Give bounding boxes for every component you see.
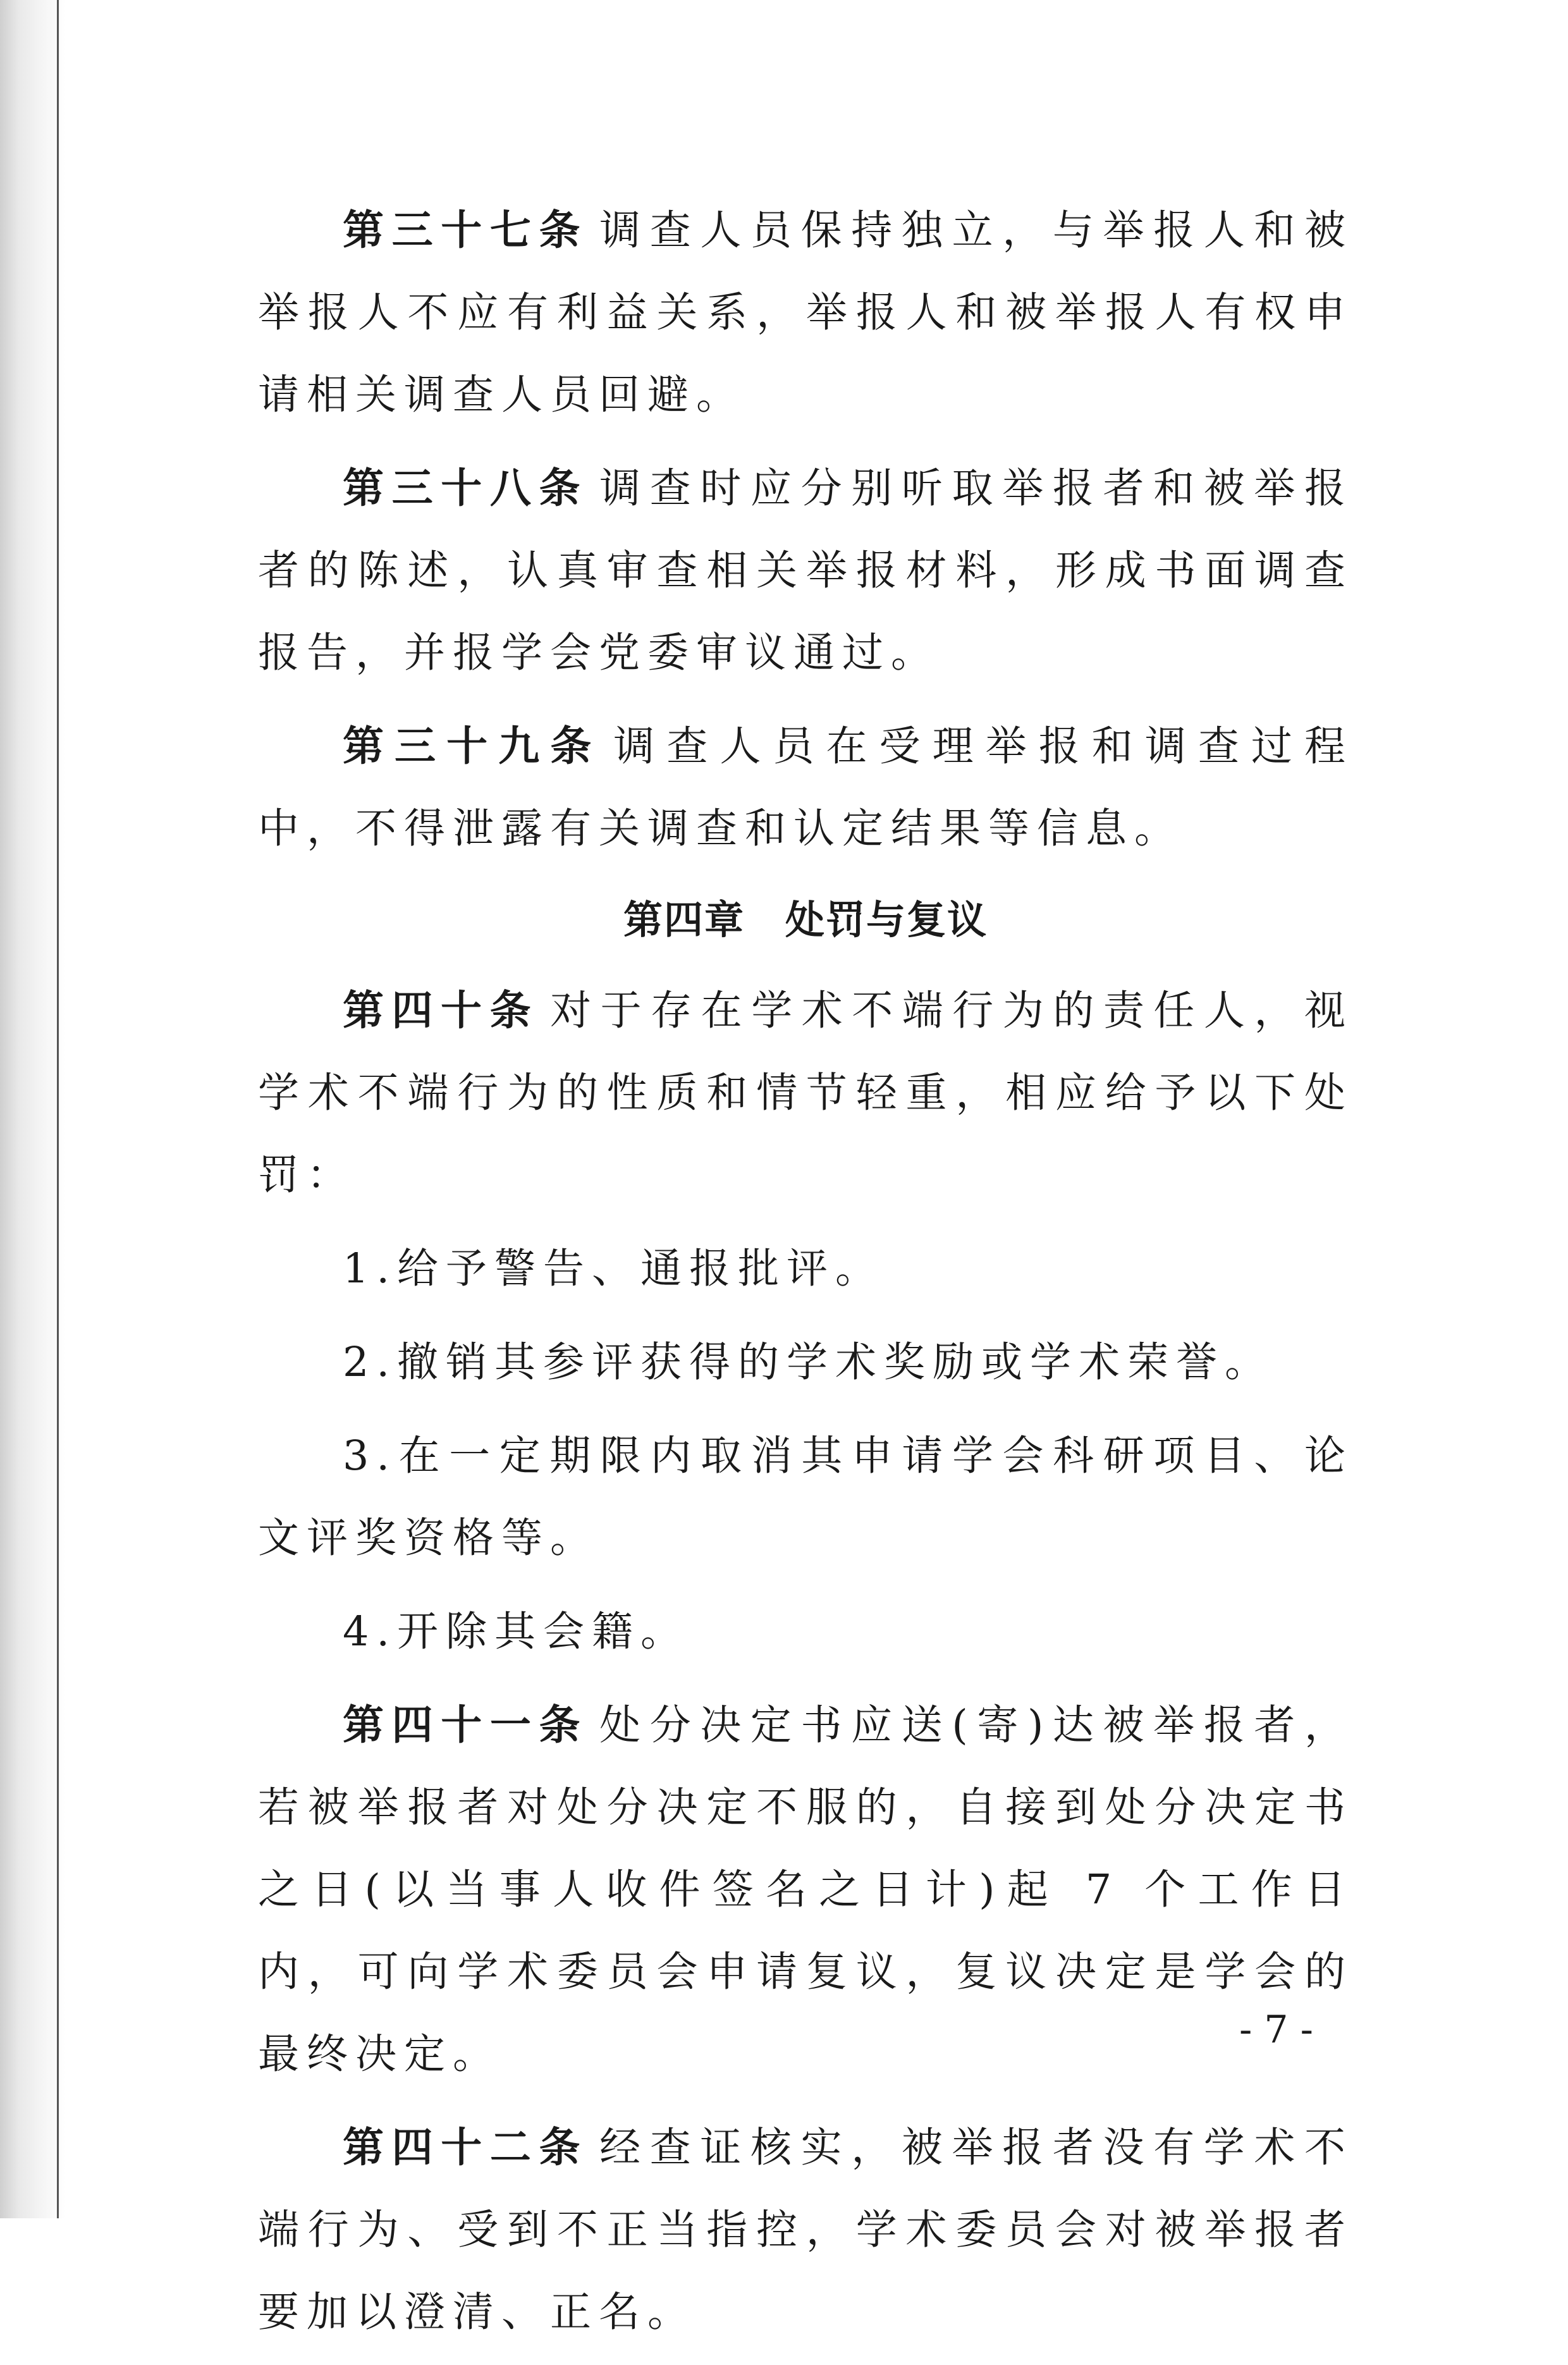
article-text: 处分决定书应送(寄)达被举报者，若被举报者对处分决定不服的，自接到处分决定书之日(以当事人收件签名之日计)起 7 个工作日内，可向学术委员会申请复议，复议决定是学会的最终决定。	[258, 1702, 1353, 2078]
article-41	[258, 1685, 1353, 2096]
article-heading: 第四十一条	[343, 1702, 589, 1749]
article-text: 调查人员在受理举报和调查过程中，不得泄露有关调查和认定结果等信息。	[258, 723, 1353, 852]
list-item: 1.给予警告、通报批评。	[343, 1245, 885, 1293]
list-item: 3.在一定期限内取消其申请学会科研项目、论文评奖资格等。	[258, 1432, 1353, 1562]
article-heading: 第四十二条	[343, 2124, 589, 2172]
article-text: 经查证核实，被举报者没有学术不端行为、受到不正当指控，学术委员会对被举报者要加以澄清、正名。	[258, 2124, 1353, 2336]
list-item: 4.开除其会籍。	[343, 1608, 690, 1656]
article-39	[258, 706, 1353, 870]
scan-binding-edge	[0, 0, 66, 2218]
article-42	[258, 2107, 1353, 2354]
article-40	[258, 970, 1353, 1217]
article-text: 对于存在学术不端行为的责任人，视学术不端行为的性质和情节轻重，相应给予以下处罚：	[258, 987, 1353, 1199]
scan-binding-line	[57, 0, 59, 2218]
article-heading: 第三十八条	[343, 465, 589, 512]
article-text: 调查时应分别听取举报者和被举报者的陈述，认真审查相关举报材料，形成书面调查报告，并报学会党委审议通过。	[258, 465, 1353, 677]
article-heading: 第三十七条	[343, 207, 589, 254]
article-text: 调查人员保持独立，与举报人和被举报人不应有利益关系，举报人和被举报人有权申请相关调查人员回避。	[258, 207, 1353, 419]
page-number: - 7 -	[1239, 2008, 1313, 2052]
document-body	[258, 190, 1353, 2365]
article-37	[258, 190, 1353, 436]
chapter-heading: 第四章 处罚与复议	[623, 897, 988, 943]
article-38	[258, 448, 1353, 694]
article-heading: 第三十九条	[343, 723, 603, 770]
list-item: 2.撤销其参评获得的学术奖励或学术荣誉。	[343, 1339, 1274, 1386]
article-heading: 第四十条	[343, 987, 539, 1035]
